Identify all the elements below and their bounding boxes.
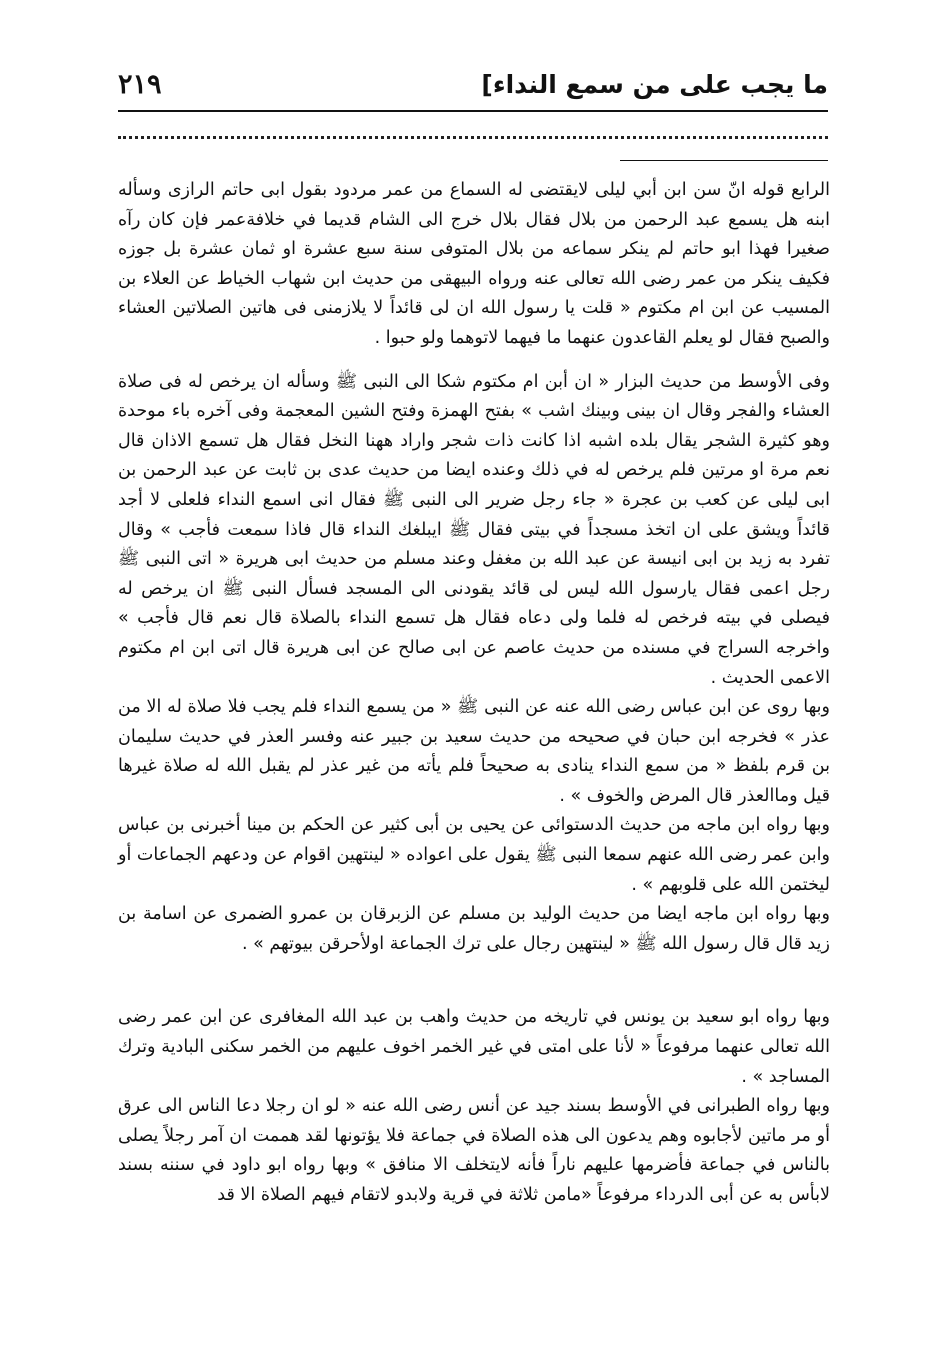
paragraph-6: وبها رواه ابو سعيد بن يونس في تاريخه من حديث واهب بن عبد الله المغافرى عن ابن عمر رضى الله تعالى عنهما مرفوعاً « لأنا على امتى في غير الخمر اخوف عليهم من الخمر سكنى البادية وترك المساجد » . <box>118 1007 830 1087</box>
paragraph-1: الرابع قوله انّ سن ابن أبي ليلى لايقتضى له السماع من عمر مردود بقول ابى حاتم الرازى وسأله ابنه هل يسمع عبد الرحمن من بلال فقال بلال خرج الى الشام قديما في خلافةعمر فإن كان رآه صغيرا فهذا ابو حاتم لم ينكر سماعه من بلال المتوفى سنة سبع عشرة او ثمان عشرة بل جوزه فكيف ينكر من عمر رضى الله تعالى عنه ورواه البيهقى من حديث ابن شهاب الخياط عن العلاء بن المسيب عن ابن ام مكتوم « قلت يا رسول الله ان لى قائداً لا يلازمنى فى هاتين الصلاتين العشاء والصبح فقال لو يعلم القاعدون عنهما ما فيهما لاتوهما ولو حبوا . <box>118 180 830 348</box>
footnote-separator <box>620 160 828 161</box>
body-text <box>118 176 830 1211</box>
page-header <box>118 66 828 102</box>
paragraph-7: وبها رواه الطبرانى في الأوسط بسند جيد عن أنس رضى الله عنه « لو ان رجلا دعا الناس الى عرق أو مر ماتين لأجابوه وهم يدعون الى هذه الصلاة في جماعة فلا يؤتونها لقد هممت ان آمر رجلاً يصلى بالناس في جماعة فأضرمها عليهم ناراً فأنه لايتخلف الا منافق » وبها رواه ابو داود في سننه بسند لابأس به عن أبى الدرداء مرفوعاً «مامن ثلاثة في قرية ولابدو لاتقام فيهم الصلاة الا قد <box>118 1096 830 1205</box>
page-number: ٢١٩ <box>118 68 162 100</box>
paragraph-5: وبها رواه ابن ماجه ايضا من حديث الوليد بن مسلم عن الزبرقان بن عمرو الضمرى عن اسامة بن زيد قال قال رسول الله ﷺ « لينتهين رجال على ترك الجماعة اولأحرقن بيوتهم » . <box>118 904 830 954</box>
paragraph-3: وبها روى عن ابن عباس رضى الله عنه عن النبى ﷺ « من يسمع النداء فلم يجب فلا صلاة له الا من عذر » فخرجه ابن حبان في صحيحه من حديث سعيد بن جبير عنه وفسر العذر في حديث سليمان بن قرم بلفظ « من سمع النداء ينادى به صحيحاً فلم يأته من غير عذر لم يقبل الله له صلاة غيرها قيل وماالعذر قال المرض والخوف » . <box>118 697 830 806</box>
paragraph-2: وفى الأوسط من حديث البزار « ان أبن ام مكتوم شكا الى النبى ﷺ وسأله ان يرخص له فى صلاة العشاء والفجر وقال ان بينى وبينك اشب » بفتح الهمزة وفتح الشين المعجمة وفى آخره باء موحدة وهو كثيرة الشجر يقال بلده اشبه اذا كانت ذات شجر واراد ههنا النخل فقال هل تسمع الاذان قال نعم مرة او مرتين فلم يرخص له في ذلك وعنده ايضا من حديث عدى بن ثابت عن عبد الرحمن بن ابى ليلى عن كعب بن عجرة « جاء رجل ضرير الى النبى ﷺ فقال انى اسمع النداء فلعلى لا أجد قائداً ويشق على ان اتخذ مسجداً في بيتى فقال ﷺ ايبلغك النداء قال فاذا سمعت فأجب » وقال تفرد به زيد بن ابى انيسة عن عبد الله بن مغفل وعند مسلم من حديث ابى هريرة « اتى النبى ﷺ رجل اعمى فقال يارسول الله ليس لى قائد يقودنى الى المسجد فسأل النبى ﷺ ان يرخص له فيصلى في بيته فرخص له فلما ولى دعاه فقال هل تسمع النداء بالصلاة قال نعم قال فأجب » واخرجه السراج في مسنده من حديث عاصم عن ابى صالح عن ابى هريرة قال اتى ابن ام مكتوم الاعمى الحديث . <box>118 371 830 688</box>
paragraph-4: وبها رواه ابن ماجه من حديث الدستوائى عن يحيى بن أبى كثير عن الحكم بن مينا أخبرنى بن عباس وابن عمر رضى الله عنهم سمعا النبى ﷺ يقول على اعواده « لينتهين اقوام عن ودعهم الجماعات أو ليختمن الله على قلوبهم » . <box>118 815 830 895</box>
header-rule <box>118 110 828 112</box>
dotted-divider <box>118 136 828 139</box>
running-title: ما يجب على من سمع النداء] <box>481 69 828 99</box>
